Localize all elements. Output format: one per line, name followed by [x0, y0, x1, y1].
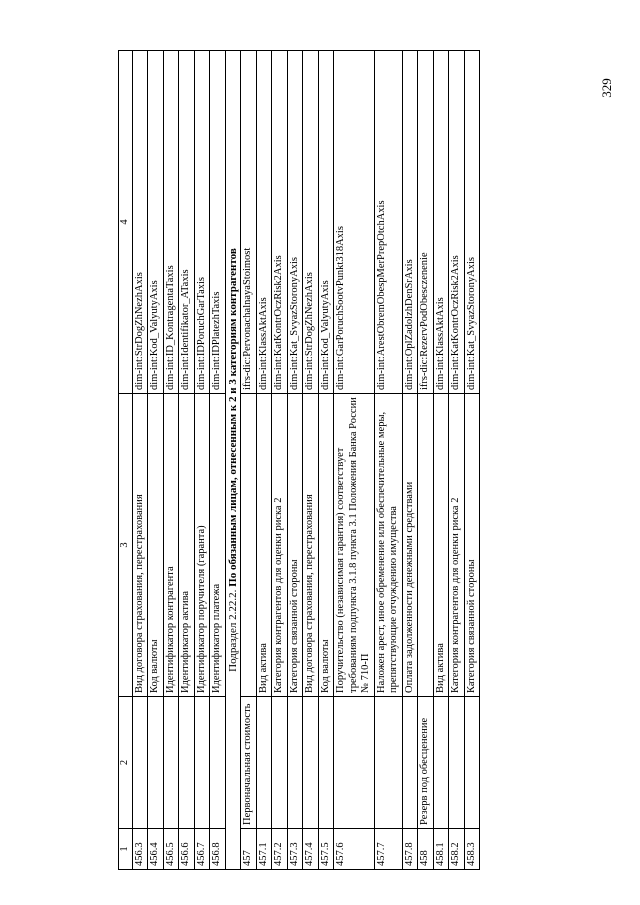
table-cell-c4: dim-int:Kat_SvyazStoronyAxis: [287, 51, 303, 394]
table-cell-c1: 458.3: [464, 829, 480, 870]
table-cell-c1: 457.6: [334, 829, 375, 870]
table-cell-c3: Идентификатор поручителя (гаранта): [194, 394, 210, 697]
table-cell-c2: [256, 697, 272, 829]
column-number-header: 3: [119, 394, 133, 697]
table-cell-c3: Идентификатор актива: [179, 394, 195, 697]
table-cell-c1: 457: [241, 829, 257, 870]
table-cell-c3: Категория связанной стороны: [464, 394, 480, 697]
table-row: [241, 51, 257, 870]
table-cell-c1: 457.7: [374, 829, 402, 870]
table-cell-c4: dim-int:ArestObremObespMerPrepOtchAxis: [374, 51, 402, 394]
table-cell-c4: dim-int:IDPoruchGarTaxis: [194, 51, 210, 394]
table-cell-c4: dim-int:StrDogZhNezhAxis: [132, 51, 148, 394]
table-row: [418, 51, 434, 870]
table-row: [210, 51, 226, 870]
page-number: 329: [599, 78, 614, 98]
table-cell-c1: 456.3: [132, 829, 148, 870]
table-cell-c1: 457.5: [318, 829, 334, 870]
table-cell-c2: [210, 697, 226, 829]
rotated-table-container: [118, 50, 623, 870]
column-number-header: 1: [119, 829, 133, 870]
table-cell-c2: [272, 697, 288, 829]
column-number-header: 2: [119, 697, 133, 829]
table-cell-c4: ifrs-dic:RezervPodObesczenenie: [418, 51, 434, 394]
table-row: [464, 51, 480, 870]
column-number-header: 4: [119, 51, 133, 394]
table-cell-c3: Категория связанной стороны: [287, 394, 303, 697]
subsection-number: Подраздел 2.22.2.: [226, 586, 239, 672]
table-cell-c4: dim-int:ID_KontragentaTaxis: [163, 51, 179, 394]
table-row: [163, 51, 179, 870]
table-cell-c2: Резерв под обесценение: [418, 697, 434, 829]
table-row: [148, 51, 164, 870]
table-cell-c2: [194, 697, 210, 829]
table-cell-c3: Вид договора страхования, перестрахования: [132, 394, 148, 697]
table-cell-c1: 458.2: [449, 829, 465, 870]
table-cell-c3: Вид актива: [256, 394, 272, 697]
table-cell-c3: Вид актива: [433, 394, 449, 697]
table-row: [374, 51, 402, 870]
table-row: [272, 51, 288, 870]
table-row: [194, 51, 210, 870]
table-cell-c1: 456.6: [179, 829, 195, 870]
table-cell-c2: [464, 697, 480, 829]
subsection-heading-row: [225, 51, 241, 870]
table-cell-c3: Вид договора страхования, перестрахования: [303, 394, 319, 697]
table-cell-c1: 456.7: [194, 829, 210, 870]
subsection-heading: [225, 51, 241, 870]
table-row: [303, 51, 319, 870]
table-cell-c2: [303, 697, 319, 829]
table-cell-c4: dim-int:Kat_SvyazStoronyAxis: [464, 51, 480, 394]
table-cell-c4: ifrs-dic:PervonachalnayaStoimost: [241, 51, 257, 394]
indicator-table: [118, 50, 480, 870]
table-cell-c1: 457.1: [256, 829, 272, 870]
table-cell-c4: dim-int:KlassAktAxis: [256, 51, 272, 394]
table-cell-c1: 456.5: [163, 829, 179, 870]
table-cell-c3: Код валюты: [318, 394, 334, 697]
table-cell-c2: [132, 697, 148, 829]
column-number-header-row: [119, 51, 133, 870]
table-cell-c3: Наложен арест, иное обременение или обеспечительные меры, препятствующие отчуждению имущества: [374, 394, 402, 697]
table-cell-c2: [433, 697, 449, 829]
table-row: [334, 51, 375, 870]
table-row: [433, 51, 449, 870]
table-row: [449, 51, 465, 870]
table-cell-c3: Идентификатор платежа: [210, 394, 226, 697]
table-cell-c2: [163, 697, 179, 829]
table-cell-c2: [318, 697, 334, 829]
table-cell-c4: dim-int:Identifikator_ATaxis: [179, 51, 195, 394]
table-cell-c3: Идентификатор контрагента: [163, 394, 179, 697]
table-cell-c2: [179, 697, 195, 829]
table-cell-c2: [402, 697, 418, 829]
table-cell-c4: dim-int:KatKontrOczRisk2Axis: [449, 51, 465, 394]
table-cell-c2: [334, 697, 375, 829]
table-cell-c1: 457.3: [287, 829, 303, 870]
table-cell-c3: Код валюты: [148, 394, 164, 697]
table-cell-c1: 457.8: [402, 829, 418, 870]
table-cell-c3: [241, 394, 257, 697]
table-cell-c3: Поручительство (независимая гарантия) соответствует требованиям подпункта 3.1.8 пункта 3.1 Положения Банка России № 710-П: [334, 394, 375, 697]
table-cell-c4: dim-int:StrDogZhNezhAxis: [303, 51, 319, 394]
table-row: [179, 51, 195, 870]
subsection-title: По обязанным лицам, отнесенным к 2 и 3 категориям контрагентов: [226, 248, 239, 587]
table-cell-c1: 456.8: [210, 829, 226, 870]
table-cell-c3: Категория контрагентов для оценки риска 2: [449, 394, 465, 697]
table-cell-c2: [374, 697, 402, 829]
table-cell-c4: dim-int:Kod_ValyutyAxis: [148, 51, 164, 394]
table-cell-c3: Оплата задолженности денежными средствами: [402, 394, 418, 697]
table-row: [256, 51, 272, 870]
table-cell-c1: 457.4: [303, 829, 319, 870]
table-cell-c2: [449, 697, 465, 829]
table-cell-c1: 458: [418, 829, 434, 870]
table-cell-c4: dim-int:Kod_ValyutyAxis: [318, 51, 334, 394]
table-cell-c2: [148, 697, 164, 829]
table-row: [318, 51, 334, 870]
table-cell-c4: dim-int:KlassAktAxis: [433, 51, 449, 394]
table-row: [287, 51, 303, 870]
table-cell-c2: Первоначальная стоимость: [241, 697, 257, 829]
table-cell-c4: dim-int:OplZadolzhDenSrAxis: [402, 51, 418, 394]
table-cell-c1: 457.2: [272, 829, 288, 870]
table-cell-c3: Категория контрагентов для оценки риска 2: [272, 394, 288, 697]
table-cell-c2: [287, 697, 303, 829]
table-cell-c4: dim-int:IDPlatezhTaxis: [210, 51, 226, 394]
table-cell-c1: 458.1: [433, 829, 449, 870]
table-cell-c3: [418, 394, 434, 697]
table-cell-c1: 456.4: [148, 829, 164, 870]
table-cell-c4: dim-int:KatKontrOczRisk2Axis: [272, 51, 288, 394]
table-row: [402, 51, 418, 870]
table-row: [132, 51, 148, 870]
table-cell-c4: dim-int:GarPoruchSootvPunkt318Axis: [334, 51, 375, 394]
